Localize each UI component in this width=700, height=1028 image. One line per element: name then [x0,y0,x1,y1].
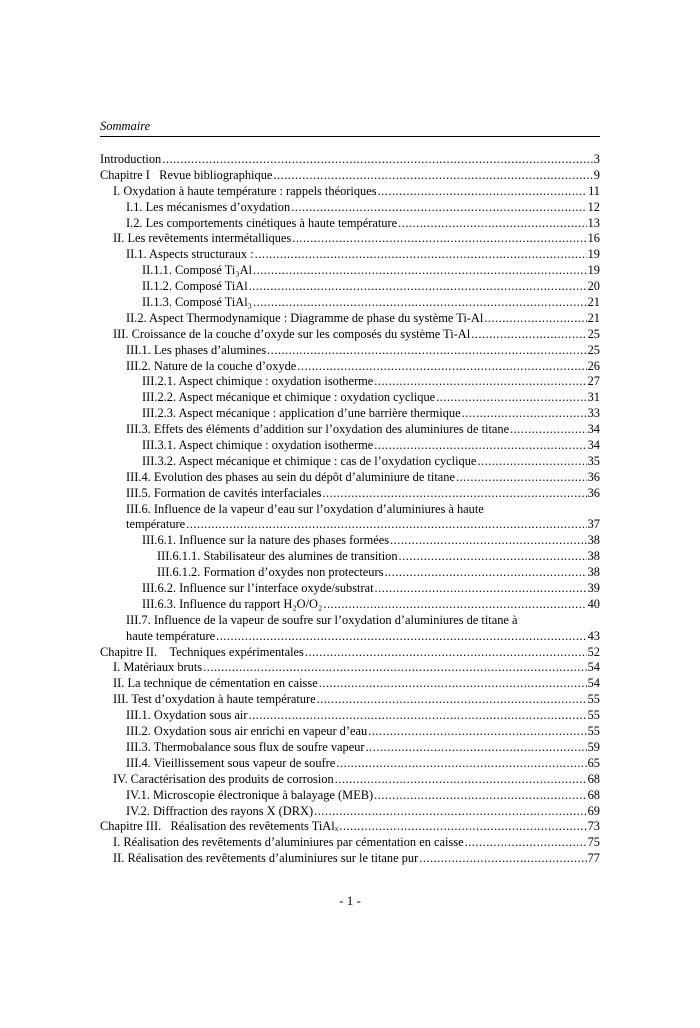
toc-entry-page: 11 [588,183,600,198]
toc-leader-dots [368,724,586,740]
toc-leader-dots [378,184,588,200]
toc-leader-dots [366,740,587,756]
toc-entry-label: Chapitre II. Techniques expérimentales [100,644,304,659]
toc-entry-page: 55 [587,692,600,707]
toc-entry[interactable] [100,835,600,851]
toc-leader-dots [253,295,587,311]
toc-entry-page: 13 [587,215,600,230]
toc-entry[interactable] [100,359,600,375]
toc-entry-label: I.2. Les comportements cinétiques à haute température [126,215,398,230]
toc-leader-dots [471,327,586,343]
toc-entry[interactable] [100,406,600,422]
toc-leader-dots [216,629,587,645]
toc-entry-page: 52 [587,644,600,659]
toc-entry-first-line[interactable]: III.7. Influence de la vapeur de soufre sur l’oxydation d’aluminiures de titane à [126,612,518,627]
toc-leader-dots [186,517,586,533]
toc-entry-label: I. Matériaux bruts [113,660,203,675]
toc-entry[interactable] [100,517,600,533]
toc-leader-dots [322,486,586,502]
toc-leader-dots [162,152,593,168]
toc-entry-page: 33 [587,406,600,421]
toc-leader-dots [314,804,587,820]
toc-entry[interactable] [100,724,600,740]
toc-entry[interactable] [100,263,600,279]
toc-entry-label: III.2. Oxydation sous air enrichi en vapeur d’eau [126,724,368,739]
toc-leader-dots [273,168,592,184]
toc-entry[interactable] [100,851,600,867]
toc-entry[interactable] [100,788,600,804]
toc-entry-label: température [126,517,186,532]
toc-entry-page: 54 [587,660,600,675]
toc-entry-page: 73 [587,819,600,834]
toc-entry-label: Introduction [100,151,162,166]
toc-entry-page: 68 [587,771,600,786]
toc-entry-page: 54 [587,676,600,691]
toc-entry-page: 77 [587,851,600,866]
toc-entry-page: 34 [587,438,600,453]
toc-entry-label: III.6.2. Influence sur l’interface oxyde/substrat [142,581,374,596]
toc-entry-page: 65 [587,755,600,770]
toc-leader-dots [291,200,586,216]
toc-leader-dots [292,231,586,247]
toc-leader-dots [374,374,586,390]
toc-entry-label: I.1. Les mécanismes d’oxydation [126,199,291,214]
toc-entry-label: II. La technique de cémentation en caisse [113,676,318,691]
toc-entry-label: I. Réalisation des revêtements d’aluminiures par cémentation en caisse [113,835,464,850]
toc-leader-dots [398,216,586,232]
toc-entry-label: Chapitre III. Réalisation des revêtements TiAlₓ [100,819,339,834]
toc-leader-dots [384,565,586,581]
toc-entry-page: 75 [587,835,600,850]
toc-entry[interactable] [100,708,600,724]
header-divider [100,136,600,137]
toc-entry[interactable] [100,581,600,597]
toc-entry[interactable] [100,549,600,565]
toc-entry-page: 59 [587,739,600,754]
toc-leader-dots [436,390,586,406]
toc-leader-dots [465,835,587,851]
toc-entry-label: III.4. Evolution des phases au sein du dépôt d’aluminiure de titane [126,469,455,484]
toc-entry-label: III.6.1. Influence sur la nature des phases formées [142,533,390,548]
toc-entry[interactable] [100,343,600,359]
toc-leader-dots [456,470,587,486]
toc-leader-dots [390,533,587,549]
toc-entry[interactable] [100,168,600,184]
toc-entry[interactable] [100,279,600,295]
toc-entry-page: 37 [587,517,600,532]
toc-entry-page: 55 [587,724,600,739]
toc-entry[interactable] [100,295,600,311]
toc-entry-label: III.3. Thermobalance sous flux de soufre vapeur [126,739,365,754]
toc-entry-label: III.2.2. Aspect mécanique et chimique : oxydation cyclique [142,390,436,405]
toc-entry-page: 25 [587,342,600,357]
toc-leader-dots [319,676,587,692]
toc-entry-page: 38 [587,549,600,564]
toc-entry[interactable] [100,390,600,406]
toc-entry[interactable] [100,152,600,168]
toc-leader-dots [323,597,586,613]
toc-entry-label: III.5. Formation de cavités interfaciales [126,485,322,500]
toc-entry-page: 3 [593,151,600,166]
toc-entry[interactable] [100,438,600,454]
toc-entry-label: II.1.3. Composé TiAl₃ [142,295,253,309]
toc-leader-dots [510,422,587,438]
toc-entry-label: II.1. Aspects structuraux : [126,247,254,262]
toc-entry-page: 31 [587,390,600,405]
toc-entry[interactable] [100,692,600,708]
toc-entry-label: Chapitre I Revue bibliographique [100,167,273,182]
toc-entry-label: III.1. Oxydation sous air [126,708,248,723]
toc-entry-page: 38 [587,565,600,580]
toc-entry[interactable] [100,819,600,835]
toc-leader-dots [375,581,587,597]
toc-leader-dots [249,279,587,295]
toc-entry-page: 43 [587,628,600,643]
toc-entry[interactable] [100,374,600,390]
toc-entry-first-line[interactable]: III.6. Influence de la vapeur d’eau sur l’oxydation d’aluminiures à haute [126,501,484,516]
toc-entry-label: III. Test d’oxydation à haute température [113,692,316,707]
toc-entry[interactable] [100,756,600,772]
toc-entry-page: 40 [587,596,600,611]
toc-entry-page: 19 [587,263,600,278]
toc-entry-page: 20 [587,279,600,294]
toc-entry[interactable] [100,454,600,470]
toc-leader-dots [336,756,586,772]
toc-entry-label: III.6.1.1. Stabilisateur des alumines de transition [157,549,398,564]
toc-entry[interactable] [100,676,600,692]
toc-entry-label: III.6.1.2. Formation d’oxydes non protecteurs [157,565,384,580]
toc-entry-page: 38 [587,533,600,548]
toc-entry-label: III.2.1. Aspect chimique : oxydation isotherme [142,374,374,389]
toc-entry[interactable] [100,597,600,613]
toc-leader-dots [462,406,587,422]
toc-entry[interactable] [100,533,600,549]
toc-entry[interactable] [100,565,600,581]
toc-entry-label: IV.2. Diffraction des rayons X (DRX) [126,803,314,818]
toc-entry-label: II.1.2. Composé TiAl [142,279,248,294]
toc-entry-page: 12 [587,199,600,214]
toc-entry[interactable] [100,645,600,661]
toc-entry-page: 69 [587,803,600,818]
toc-entry-label: III.2.3. Aspect mécanique : application d’une barrière thermique [142,406,461,421]
toc-entry-page: 55 [587,708,600,723]
toc-leader-dots [255,247,587,263]
toc-entry[interactable] [100,327,600,343]
toc-entry-page: 26 [587,358,600,373]
toc-entry-label: II. Réalisation des revêtements d’aluminiures sur le titane pur [113,851,419,866]
toc-entry[interactable] [100,184,600,200]
toc-entry[interactable] [100,804,600,820]
toc-leader-dots [305,645,587,661]
toc-entry[interactable] [100,661,600,677]
toc-leader-dots [253,263,587,279]
toc-entry-page: 35 [587,453,600,468]
toc-leader-dots [248,708,586,724]
page-header-title: Sommaire [100,119,151,133]
toc-entry[interactable] [100,231,600,247]
toc-entry[interactable] [100,470,600,486]
toc-entry[interactable] [100,629,600,645]
toc-entry-page: 9 [593,167,600,182]
toc-entry[interactable] [100,216,600,232]
toc-entry-label: II.2. Aspect Thermodynamique : Diagramme de phase du système Ti-Al [126,310,484,325]
toc-entry-label: III.6.3. Influence du rapport H₂O/O₂ [142,596,323,611]
toc-entry[interactable] [100,200,600,216]
toc-entry-page: 36 [587,469,600,484]
toc-leader-dots [484,311,586,327]
toc-entry-label: II. Les revêtements intermétalliques [113,231,292,246]
toc-leader-dots [374,788,586,804]
toc-entry-label: II.1.1. Composé Ti₃Al [142,263,253,278]
toc-entry-page: 39 [587,581,600,596]
toc-entry-label: III.4. Vieillissement sous vapeur de soufre [126,755,336,770]
toc-entry[interactable] [100,486,600,502]
toc-entry-page: 25 [587,326,600,341]
toc-entry[interactable] [100,772,600,788]
toc-entry-label: III.1. Les phases d’alumines [126,342,267,357]
page-number: - 1 - [339,893,361,908]
toc-entry-label: III. Croissance de la couche d’oxyde sur les composés du système Ti-Al [113,326,471,341]
toc-entry-label: IV. Caractérisation des produits de corrosion [113,771,334,786]
toc-entry-label: III.3. Effets des éléments d’addition sur l’oxydation des aluminiures de titane [126,422,510,437]
toc-entry[interactable] [100,311,600,327]
toc-entry-page: 68 [587,787,600,802]
toc-entry-page: 16 [587,231,600,246]
toc-leader-dots [374,438,586,454]
toc-leader-dots [317,692,587,708]
toc-leader-dots [267,343,587,359]
toc-entry[interactable] [100,247,600,263]
toc-entry-label: III.2. Nature de la couche d’oxyde [126,358,297,373]
toc-entry-label: I. Oxydation à haute température : rappels théoriques [113,183,377,198]
toc-leader-dots [477,454,586,470]
toc-entry-label: III.3.2. Aspect mécanique et chimique : cas de l’oxydation cyclique [142,453,477,468]
toc-leader-dots [419,851,586,867]
toc-leader-dots [203,660,586,676]
toc-entry-page: 21 [587,310,600,325]
toc-leader-dots [339,819,586,835]
toc-entry-label: III.3.1. Aspect chimique : oxydation isotherme [142,438,374,453]
toc-entry-label: IV.1. Microscopie électronique à balayage (MEB) [126,787,374,802]
toc-leader-dots [297,359,586,375]
toc-entry-page: 19 [587,247,600,262]
toc-entry-page: 36 [587,485,600,500]
toc-entry[interactable] [100,422,600,438]
toc-leader-dots [399,549,587,565]
toc-entry-label: haute température [126,628,216,643]
toc-entry[interactable] [100,740,600,756]
toc-entry-page: 34 [587,422,600,437]
table-of-contents [100,152,600,867]
toc-entry-page: 27 [587,374,600,389]
toc-leader-dots [335,772,587,788]
toc-entry-page: 21 [587,295,600,309]
